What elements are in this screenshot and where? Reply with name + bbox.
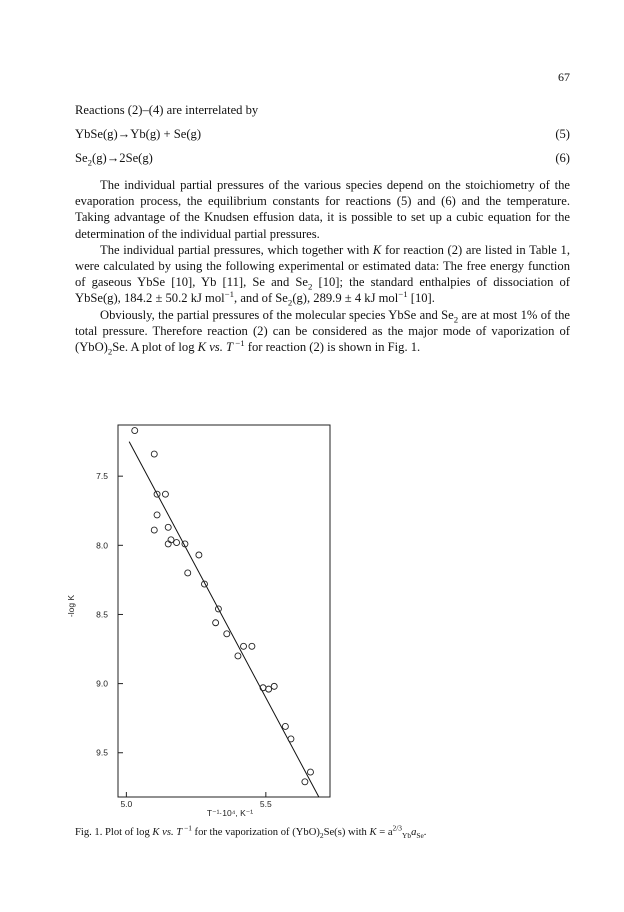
equation-6 <box>75 151 570 166</box>
data-point <box>162 491 168 497</box>
data-point <box>165 524 171 530</box>
x-tick-label: 5.5 <box>259 799 272 809</box>
body-text <box>75 177 570 355</box>
paragraph-2: The individual partial pressures, which together with K for reaction (2) are listed in Table 1, were calculated by using the following experimental or estimated data: The free energy function of gaseous YbSe [10], Yb [11], Se and $Se_2$ [10]; the standard enthalpies of dissociation of YbSe(g), 184.2 ± 50.2 kJ mol$^{-1}$, and of $Se_2(g)$, 289.9 ± 4 kJ mol$^{-1}$ [10]. <box>75 242 571 308</box>
data-point <box>168 537 174 543</box>
x-axis-ticks <box>120 792 272 809</box>
figure-1-chart <box>60 420 350 822</box>
y-axis-label: -log K <box>66 594 76 618</box>
data-point <box>185 570 191 576</box>
data-point <box>282 723 288 729</box>
equation-6-number: (6) <box>555 151 570 165</box>
data-point <box>196 552 202 558</box>
y-tick-label: 8.0 <box>96 540 108 551</box>
data-point <box>288 736 294 742</box>
y-tick-label: 7.5 <box>96 471 108 482</box>
lead-sentence: Reactions (2)–(4) are interrelated by <box>75 103 259 117</box>
data-point <box>165 541 171 547</box>
data-point <box>151 527 157 533</box>
regression-line <box>129 442 319 797</box>
figure-caption: Fig. 1. Plot of log K vs. T $^{-1}$ for the vaporization of $(YbO)_2Se(s)$ with $K = a^{2/3}_{Yb}a_{Se}$. <box>75 823 427 841</box>
y-axis-ticks <box>96 471 123 758</box>
x-tick-label: 5.0 <box>120 799 133 809</box>
page-number: 67 <box>558 70 570 84</box>
y-tick-label: 9.0 <box>96 678 108 689</box>
y-tick-label: 9.5 <box>96 747 108 758</box>
data-point <box>271 683 277 689</box>
data-point <box>241 643 247 649</box>
data-point <box>302 779 308 785</box>
data-point <box>213 620 219 626</box>
data-point <box>266 686 272 692</box>
data-point <box>224 631 230 637</box>
data-point <box>249 643 255 649</box>
paragraph-1: The individual partial pressures of the various species depend on the stoichiometry of the evaporation process, the equilibrium constants for reactions (5) and (6) and the temperature. Taking advantage of the Knudsen effusion data, it is possible to set up a cubic equation for the determination of the individual partial pressures. <box>75 178 570 241</box>
equation-6-body: $Se_2(g)\to 2Se(g)$ <box>75 151 153 168</box>
y-tick-label: 8.5 <box>96 609 108 620</box>
x-axis-label: T⁻¹·10⁴, K⁻¹ <box>206 808 254 818</box>
equation-5 <box>75 127 570 142</box>
data-point <box>174 540 180 546</box>
equation-5-number: (5) <box>555 127 570 141</box>
data-point <box>154 512 160 518</box>
equation-5-body: YbSe(g)→Yb(g) + Se(g) <box>75 127 202 141</box>
data-point <box>235 653 241 659</box>
paragraph-3: Obviously, the partial pressures of the molecular species YbSe and $Se_2$ are at most 1% of the total pressure. Therefore reaction (2) can be considered as the major mode of vaporization of $(YbO)_2Se$. A plot of log K vs. T $^{-1}$ for reaction (2) is shown in Fig. 1. <box>75 307 570 357</box>
data-point <box>132 428 138 434</box>
data-point <box>151 451 157 457</box>
data-point <box>307 769 313 775</box>
data-points <box>132 428 314 785</box>
